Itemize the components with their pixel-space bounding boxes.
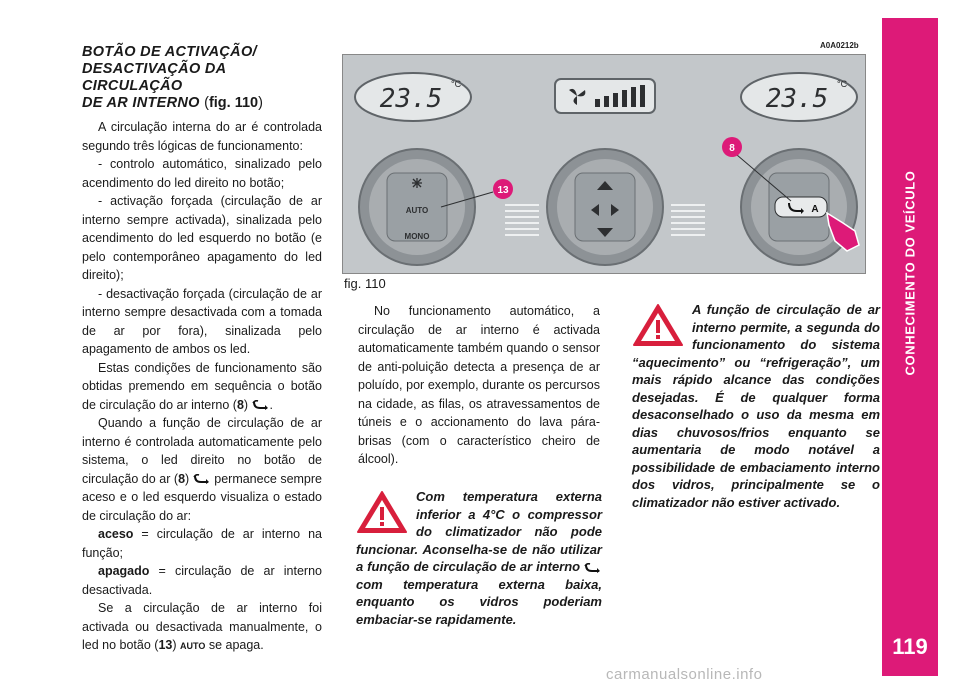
left-column — [82, 44, 322, 656]
warning-box-compressor: Com temperatura externa inferior a 4°C o compressor do climatizador não pode funcionar. Aconselha-se de não utilizar a função de circulação de ar interno com temperatura externa baixa, enquanto os vidros poderiam embaciar-se rapidamente. — [356, 489, 602, 627]
left-temperature: 23.5 — [379, 84, 443, 114]
paragraph: Se a circulação de ar interno foi activada ou desactivada manualmente, o led no botão (13) AUTO se apaga. — [82, 601, 322, 652]
callout-8 — [722, 137, 742, 157]
recirculation-icon — [252, 400, 270, 410]
left-temperature-unit: °C — [451, 79, 462, 89]
warning-triangle-icon — [632, 303, 684, 347]
recirculation-icon — [584, 563, 602, 573]
section-title: BOTÃO DE ACTIVAÇÃO/ DESACTIVAÇÃO DA CIRCULAÇÃO DE AR INTERNO (fig. 110) — [82, 44, 263, 111]
page-number: 119 — [892, 634, 928, 659]
right-temperature: 23.5 — [765, 84, 829, 114]
svg-text:13: 13 — [497, 185, 509, 196]
right-temperature-display — [741, 73, 857, 121]
paragraph: - activação forçada (circulação de ar interno sempre activada), sinalizada pelo acendimento do led esquerdo no botão (e pelo contemporâneo apagamento do led direito); — [82, 194, 322, 282]
paragraph: Estas condições de funcionamento são obtidas premendo em sequência o botão de circulação do ar interno (8) . — [82, 360, 322, 412]
paragraph: No funcionamento automático, a circulação de ar interno é activada automaticamente também quando o sensor de anti-poluição detecta a presença de ar poluído, por exemplo, durante os percursos na cidade, as filas, os atravessamentos de túneis e o accionamento do lava pára-brisas (com o característico cheiro de álcool). — [358, 304, 600, 466]
svg-text:8: 8 — [729, 143, 735, 154]
middle-column — [358, 302, 600, 469]
paragraph: aceso = circulação de ar interno na função; — [82, 527, 322, 560]
center-knob[interactable] — [547, 149, 663, 265]
figure-code: A0A0212b — [820, 41, 859, 50]
paragraph: A circulação interna do ar é controlada segundo três lógicas de funcionamento: — [82, 120, 322, 153]
left-temperature-display — [355, 73, 471, 121]
figure-reference: (fig. 110) — [204, 95, 263, 111]
mono-button-label: MONO — [404, 232, 430, 241]
paragraph: - controlo automático, sinalizado pelo acendimento do led direito no botão; — [82, 157, 322, 190]
section-label: CONHECIMENTO DO VEÍCULO — [902, 170, 918, 376]
left-knob[interactable] — [359, 149, 475, 265]
climate-control-figure — [342, 54, 866, 274]
watermark: carmanualsonline.info — [606, 666, 763, 683]
callout-13 — [493, 179, 513, 199]
auto-button-label: AUTO — [405, 206, 429, 215]
recirculation-a-label: A — [811, 204, 819, 215]
right-knob[interactable] — [741, 149, 857, 265]
right-temperature-unit: °C — [837, 79, 848, 89]
figure-caption: fig. 110 — [344, 276, 386, 291]
paragraph: Quando a função de circulação de ar interno é controlada automaticamente pelo sistema, o led direito no botão de circulação do ar (8) permanece sempre aceso e o led esquerdo visualiza o estado de circulação do ar: — [82, 416, 323, 523]
fan-speed-display — [555, 79, 655, 113]
warning-triangle-icon — [356, 490, 408, 534]
recirculation-icon — [193, 474, 211, 484]
ac-icon — [412, 178, 422, 188]
paragraph: - desactivação forçada (circulação de ar interno sempre desactivada com a tomada de ar por fora), sinalizada pelo apagamento de ambos os led. — [82, 286, 322, 356]
paragraph: apagado = circulação de ar interno desactivada. — [82, 564, 322, 597]
section-tab — [882, 18, 938, 676]
warning-box-recirculation: A função de circulação de ar interno permite, a segunda do funcionamento do sistema “aquecimento” ou “refrigeração”, um mais rápido alcance das condições desejadas. É de qualquer forma desaconselhado o uso da mesma em dias chuvosos/frios enquanto se aumentaria de modo notável a possibilidade de embaciamento interno dos vidros, principalmente se o climatizador não estiver activado. — [632, 302, 880, 510]
